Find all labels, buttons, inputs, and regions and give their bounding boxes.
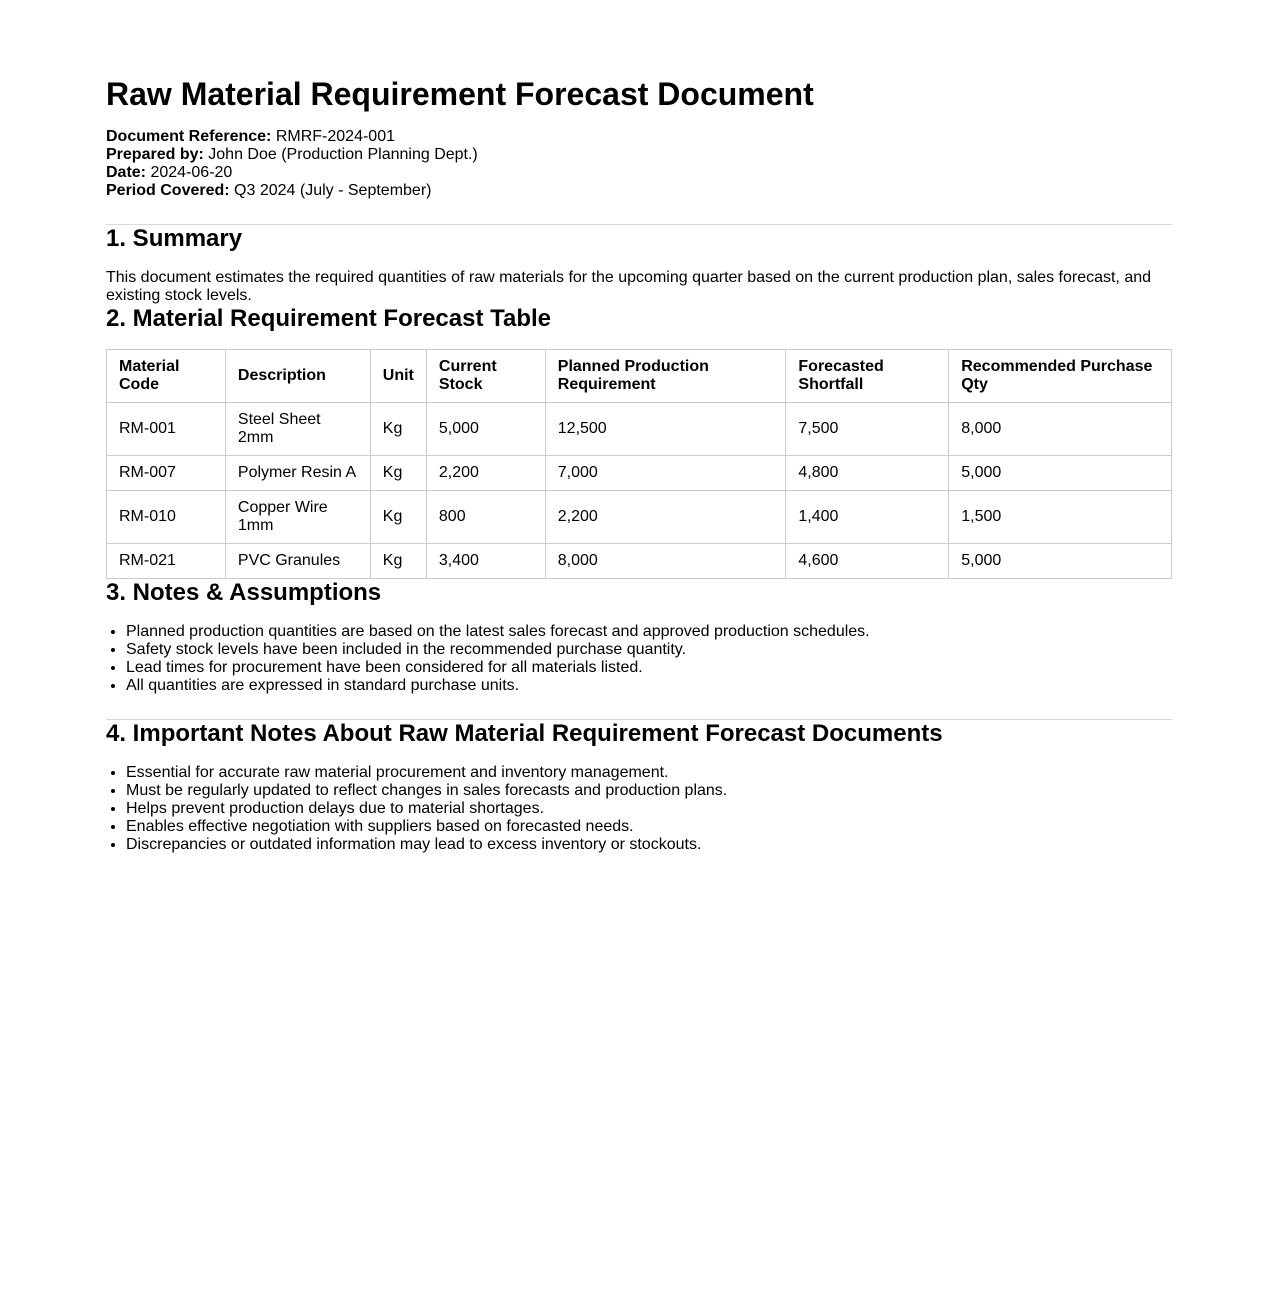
- column-header: Unit: [370, 350, 426, 403]
- notes-list: [106, 623, 1172, 695]
- important-notes-heading: 4. Important Notes About Raw Material Requirement Forecast Documents: [106, 720, 943, 747]
- table-cell: PVC Granules: [225, 544, 370, 579]
- document-meta: [106, 128, 1172, 200]
- table-cell: 1,500: [949, 491, 1172, 544]
- column-header: Recommended Purchase Qty: [949, 350, 1172, 403]
- table-cell: Kg: [370, 491, 426, 544]
- meta-label: Prepared by:: [106, 146, 204, 163]
- meta-value: Q3 2024 (July - September): [234, 182, 432, 199]
- list-item: • Essential for accurate raw material procurement and inventory management.: [126, 764, 1172, 782]
- notes-heading: 3. Notes & Assumptions: [106, 579, 382, 606]
- table-cell: 8,000: [949, 403, 1172, 456]
- table-row: [107, 544, 1172, 579]
- table-cell: Polymer Resin A: [225, 456, 370, 491]
- table-cell: 2,200: [426, 456, 545, 491]
- meta-date: [106, 164, 1172, 182]
- table-cell: 5,000: [949, 456, 1172, 491]
- meta-prepared-by: [106, 146, 1172, 164]
- table-cell: Steel Sheet 2mm: [225, 403, 370, 456]
- table-cell: 4,800: [786, 456, 949, 491]
- table-cell: 3,400: [426, 544, 545, 579]
- table-cell: 2,200: [545, 491, 786, 544]
- list-item: • Safety stock levels have been included in the recommended purchase quantity.: [126, 641, 1172, 659]
- summary-heading: 1. Summary: [106, 225, 243, 252]
- table-cell: Kg: [370, 403, 426, 456]
- column-header: Current Stock: [426, 350, 545, 403]
- column-header: Description: [225, 350, 370, 403]
- table-header-row: [107, 350, 1172, 403]
- table-cell: 800: [426, 491, 545, 544]
- meta-label: Period Covered:: [106, 182, 230, 199]
- forecast-table: [106, 349, 1172, 579]
- table-row: [107, 456, 1172, 491]
- table-cell: Copper Wire 1mm: [225, 491, 370, 544]
- meta-document-reference: [106, 128, 1172, 146]
- table-cell: 7,500: [786, 403, 949, 456]
- document-title: Raw Material Requirement Forecast Document: [106, 76, 814, 112]
- list-item: • Planned production quantities are based on the latest sales forecast and approved production schedules.: [126, 623, 1172, 641]
- list-item: • Discrepancies or outdated information may lead to excess inventory or stockouts.: [126, 836, 1172, 854]
- table-row: [107, 403, 1172, 456]
- table-cell: Kg: [370, 544, 426, 579]
- meta-period-covered: [106, 182, 1172, 200]
- table-cell: 8,000: [545, 544, 786, 579]
- table-cell: 5,000: [426, 403, 545, 456]
- table-cell: 1,400: [786, 491, 949, 544]
- list-item: • Must be regularly updated to reflect changes in sales forecasts and production plans.: [126, 782, 1172, 800]
- meta-label: Document Reference:: [106, 128, 272, 145]
- table-cell: 5,000: [949, 544, 1172, 579]
- table-cell: RM-001: [107, 403, 226, 456]
- list-item: • Lead times for procurement have been considered for all materials listed.: [126, 659, 1172, 677]
- summary-text: This document estimates the required quantities of raw materials for the upcoming quarter based on the current production plan, sales forecast, and existing stock levels.: [106, 269, 1152, 304]
- table-cell: Kg: [370, 456, 426, 491]
- important-notes-list: [106, 764, 1172, 854]
- table-cell: 7,000: [545, 456, 786, 491]
- column-header: Planned Production Requirement: [545, 350, 786, 403]
- column-header: Material Code: [107, 350, 226, 403]
- forecast-table-heading: 2. Material Requirement Forecast Table: [106, 305, 552, 332]
- meta-value: John Doe (Production Planning Dept.): [208, 146, 478, 163]
- list-item: • Enables effective negotiation with suppliers based on forecasted needs.: [126, 818, 1172, 836]
- column-header: Forecasted Shortfall: [786, 350, 949, 403]
- table-cell: RM-010: [107, 491, 226, 544]
- table-cell: 4,600: [786, 544, 949, 579]
- list-item: • Helps prevent production delays due to material shortages.: [126, 800, 1172, 818]
- table-row: [107, 491, 1172, 544]
- meta-value: 2024-06-20: [150, 164, 233, 181]
- meta-value: RMRF-2024-001: [275, 128, 395, 145]
- table-cell: RM-021: [107, 544, 226, 579]
- table-cell: RM-007: [107, 456, 226, 491]
- table-cell: 12,500: [545, 403, 786, 456]
- list-item: • All quantities are expressed in standard purchase units.: [126, 677, 1172, 695]
- meta-label: Date:: [106, 164, 147, 181]
